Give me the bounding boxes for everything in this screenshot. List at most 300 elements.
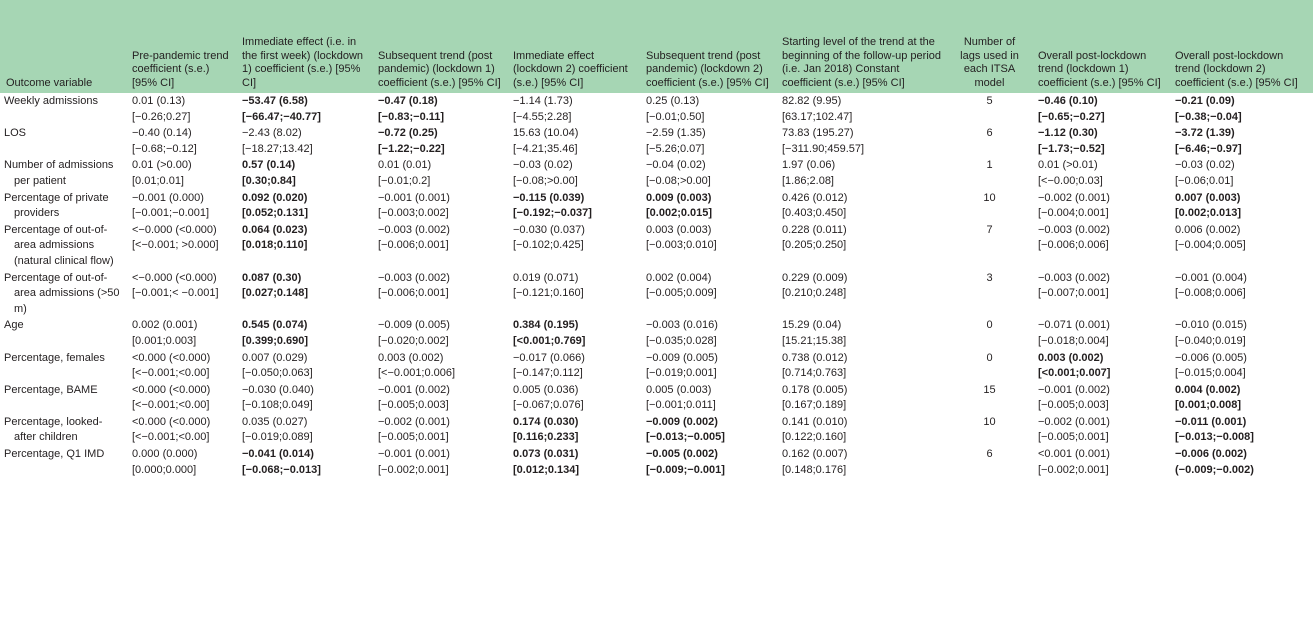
- coefficient-value: −3.72 (1.39): [1175, 127, 1235, 140]
- coefficient-value: 0.000 (0.000): [132, 448, 198, 461]
- value-cell: [776, 270, 947, 318]
- confidence-interval: [−66.47;−40.77]: [242, 110, 321, 123]
- confidence-interval: [−0.018;0.004]: [1038, 334, 1109, 347]
- value-cell: [236, 125, 372, 157]
- coefficient-value: 0.228 (0.011): [782, 223, 847, 236]
- coefficient-value: −0.009 (0.005): [378, 319, 450, 332]
- coefficient-value: −0.21 (0.09): [1175, 95, 1235, 107]
- value-cell: [640, 157, 776, 189]
- value-cell: [126, 382, 236, 414]
- confidence-interval: [−4.55;2.28]: [513, 110, 572, 123]
- confidence-interval: [−0.003;0.010]: [646, 239, 717, 252]
- confidence-interval: [−0.08;>0.00]: [646, 174, 711, 187]
- coefficient-value: 15.29 (0.04): [782, 319, 842, 332]
- lags-cell: 7: [986, 223, 993, 236]
- value-cell: [507, 125, 640, 157]
- outcome-cell: Weekly admissions: [4, 95, 98, 107]
- confidence-interval: [−0.019;0.001]: [646, 367, 717, 380]
- value-cell: [236, 157, 372, 189]
- coefficient-value: −0.071 (0.001): [1038, 319, 1110, 332]
- coefficient-value: 0.57 (0.14): [242, 159, 296, 172]
- value-cell: [126, 270, 236, 318]
- coefficient-value: 0.01 (0.01): [378, 159, 432, 172]
- confidence-interval: [−0.009;−0.001]: [646, 463, 725, 476]
- value-cell: [372, 350, 507, 382]
- value-cell: [236, 350, 372, 382]
- table-row: [0, 382, 1313, 414]
- table-row: [0, 157, 1313, 189]
- coefficient-value: −0.72 (0.25): [378, 127, 438, 140]
- value-cell: [640, 350, 776, 382]
- confidence-interval: [0.167;0.189]: [782, 399, 847, 412]
- coefficient-value: −0.04 (0.02): [646, 159, 706, 172]
- confidence-interval: [<−0.001;0.006]: [378, 367, 456, 380]
- confidence-interval: [−6.46;−0.97]: [1175, 142, 1242, 155]
- confidence-interval: [−0.005;0.003]: [1038, 399, 1109, 412]
- coefficient-value: <0.001 (0.001): [1038, 448, 1110, 461]
- coefficient-value: −0.009 (0.002): [646, 415, 718, 428]
- confidence-interval: [−0.006;0.006]: [1038, 239, 1109, 252]
- col-header-lags: Number of lags used in each ITSA model: [960, 36, 1019, 89]
- value-cell: [236, 270, 372, 318]
- coefficient-value: 0.738 (0.012): [782, 351, 848, 364]
- value-cell: [126, 414, 236, 446]
- confidence-interval: [0.403;0.450]: [782, 207, 847, 220]
- value-cell: [640, 414, 776, 446]
- outcome-cell: Percentage, looked-after children: [4, 415, 103, 444]
- value-cell: [126, 190, 236, 222]
- value-cell: [507, 414, 640, 446]
- coefficient-value: 0.141 (0.010): [782, 415, 848, 428]
- coefficient-value: −0.006 (0.005): [1175, 351, 1247, 364]
- outcome-cell: Percentage, females: [4, 351, 105, 364]
- post-trend-cell: [1032, 222, 1169, 270]
- coefficient-value: −0.030 (0.037): [513, 223, 585, 236]
- table-row: [0, 350, 1313, 382]
- confidence-interval: [−0.001;−0.001]: [132, 207, 210, 220]
- confidence-interval: [−0.005;0.001]: [1038, 431, 1109, 444]
- confidence-interval: [−0.68;−0.12]: [132, 142, 197, 155]
- value-cell: [372, 93, 507, 125]
- coefficient-value: −0.017 (0.066): [513, 351, 585, 364]
- confidence-interval: [0.148;0.176]: [782, 463, 847, 476]
- coefficient-value: −1.12 (0.30): [1038, 127, 1098, 140]
- value-cell: [776, 350, 947, 382]
- confidence-interval: [−0.015;0.004]: [1175, 367, 1246, 380]
- value-cell: [640, 93, 776, 125]
- coefficient-value: 0.007 (0.029): [242, 351, 308, 364]
- coefficient-value: −0.003 (0.016): [646, 319, 718, 332]
- confidence-interval: [−0.108;0.049]: [242, 399, 313, 412]
- confidence-interval: [63.17;102.47]: [782, 110, 853, 123]
- coefficient-value: 0.005 (0.003): [646, 383, 712, 396]
- value-cell: [236, 222, 372, 270]
- post-trend-cell: [1032, 125, 1169, 157]
- coefficient-value: 0.003 (0.002): [1038, 351, 1104, 364]
- coefficient-value: 0.178 (0.005): [782, 383, 848, 396]
- col-header-starting-level: Starting level of the trend at the beginning of the follow-up period (i.e. Jan 2018) Constant coefficient (s.e.) [95% CI]: [782, 36, 942, 89]
- col-header-pre-pandemic: Pre-pandemic trend coefficient (s.e.) [95% CI]: [132, 49, 229, 89]
- confidence-interval: [−0.005;0.001]: [378, 431, 449, 444]
- coefficient-value: −0.47 (0.18): [378, 95, 438, 107]
- confidence-interval: [−18.27;13.42]: [242, 142, 313, 155]
- value-cell: [776, 382, 947, 414]
- confidence-interval: [−0.006;0.001]: [378, 239, 449, 252]
- coefficient-value: <0.000 (<0.000): [132, 351, 211, 364]
- col-header-immediate-l1: Immediate effect (i.e. in the first week) (lockdown 1) coefficient (s.e.) [95% CI]: [242, 36, 364, 89]
- value-cell: [507, 317, 640, 349]
- value-cell: [126, 222, 236, 270]
- coefficient-value: −0.40 (0.14): [132, 127, 192, 140]
- post-trend-cell: [1032, 157, 1169, 189]
- value-cell: [372, 190, 507, 222]
- value-cell: [640, 190, 776, 222]
- confidence-interval: [−0.008;0.006]: [1175, 287, 1246, 300]
- confidence-interval: [−0.050;0.063]: [242, 367, 313, 380]
- coefficient-value: 0.01 (>0.00): [132, 159, 192, 172]
- coefficient-value: −0.001 (0.001): [378, 191, 450, 204]
- table-row: [0, 270, 1313, 318]
- col-header-subsequent-l2: Subsequent trend (post pandemic) (lockdown 2) coefficient (s.e.) [95% CI]: [646, 49, 769, 89]
- lags-cell: 0: [986, 319, 993, 332]
- confidence-interval: [<−0.001;<0.00]: [132, 431, 210, 444]
- confidence-interval: [−1.73;−0.52]: [1038, 142, 1105, 155]
- table-row: [0, 125, 1313, 157]
- value-cell: [776, 414, 947, 446]
- coefficient-value: <0.000 (<0.000): [132, 383, 211, 396]
- confidence-interval: [−0.26;0.27]: [132, 110, 191, 123]
- post-trend-cell: [1169, 382, 1313, 414]
- value-cell: [372, 270, 507, 318]
- value-cell: [507, 222, 640, 270]
- confidence-interval: [−0.040;0.019]: [1175, 334, 1246, 347]
- value-cell: [126, 317, 236, 349]
- confidence-interval: [0.210;0.248]: [782, 287, 847, 300]
- value-cell: [126, 125, 236, 157]
- coefficient-value: 82.82 (9.95): [782, 95, 842, 107]
- value-cell: [126, 157, 236, 189]
- coefficient-value: 0.229 (0.009): [782, 271, 848, 284]
- confidence-interval: [<−0.001;<0.00]: [132, 367, 210, 380]
- coefficient-value: −0.011 (0.001): [1175, 415, 1247, 428]
- outcome-cell: Age: [4, 319, 24, 332]
- lags-cell: 6: [986, 127, 993, 140]
- value-cell: [372, 382, 507, 414]
- post-trend-cell: [1032, 317, 1169, 349]
- col-header-subsequent-l1: Subsequent trend (post pandemic) (lockdown 1) coefficient (s.e.) [95% CI]: [378, 49, 501, 89]
- coefficient-value: −0.003 (0.002): [1038, 271, 1110, 284]
- post-trend-cell: [1169, 270, 1313, 318]
- coefficient-value: 0.007 (0.003): [1175, 191, 1241, 204]
- confidence-interval: [−0.38;−0.04]: [1175, 110, 1242, 123]
- header-row: [0, 0, 1313, 93]
- coefficient-value: −0.001 (0.001): [378, 448, 450, 461]
- coefficient-value: −2.59 (1.35): [646, 127, 706, 140]
- post-trend-cell: [1032, 190, 1169, 222]
- coefficient-value: 73.83 (195.27): [782, 127, 854, 140]
- confidence-interval: [−0.121;0.160]: [513, 287, 584, 300]
- value-cell: [640, 125, 776, 157]
- coefficient-value: 0.545 (0.074): [242, 319, 308, 332]
- confidence-interval: [−0.067;0.076]: [513, 399, 584, 412]
- outcome-cell: LOS: [4, 127, 27, 140]
- lags-cell: 10: [983, 415, 996, 428]
- value-cell: [372, 157, 507, 189]
- confidence-interval: [<0.001;0.007]: [1038, 367, 1111, 380]
- value-cell: [507, 446, 640, 478]
- value-cell: [126, 350, 236, 382]
- col-header-immediate-l2: Immediate effect (lockdown 2) coefficient (s.e.) [95% CI]: [513, 49, 628, 89]
- confidence-interval: [−311.90;459.57]: [782, 142, 865, 155]
- post-trend-cell: [1169, 446, 1313, 478]
- post-trend-cell: [1032, 446, 1169, 478]
- value-cell: [507, 93, 640, 125]
- post-trend-cell: [1032, 93, 1169, 125]
- lags-cell: 0: [986, 351, 993, 364]
- confidence-interval: [0.001;0.003]: [132, 334, 197, 347]
- lags-cell: 3: [986, 271, 993, 284]
- coefficient-value: 15.63 (10.04): [513, 127, 579, 140]
- confidence-interval: [−0.035;0.028]: [646, 334, 717, 347]
- value-cell: [236, 382, 372, 414]
- col-header-overall-l1: Overall post-lockdown trend (lockdown 1) coefficient (s.e.) [95% CI]: [1038, 49, 1161, 89]
- coefficient-value: −0.001 (0.002): [378, 383, 450, 396]
- confidence-interval: [0.001;0.008]: [1175, 399, 1242, 412]
- post-trend-cell: [1169, 317, 1313, 349]
- value-cell: [776, 446, 947, 478]
- confidence-interval: [−4.21;35.46]: [513, 142, 578, 155]
- coefficient-value: 0.073 (0.031): [513, 448, 579, 461]
- table-row: [0, 414, 1313, 446]
- table-header: [0, 0, 1313, 93]
- coefficient-value: −0.002 (0.001): [1038, 415, 1110, 428]
- value-cell: [126, 446, 236, 478]
- coefficient-value: −0.005 (0.002): [646, 448, 718, 461]
- coefficient-value: −0.003 (0.002): [378, 223, 450, 236]
- lags-cell: 1: [986, 159, 993, 172]
- confidence-interval: [−0.068;−0.013]: [242, 463, 321, 476]
- coefficient-value: −53.47 (6.58): [242, 95, 308, 107]
- value-cell: [776, 190, 947, 222]
- value-cell: [236, 93, 372, 125]
- outcome-cell: Number of admissions per patient: [4, 159, 114, 187]
- confidence-interval: [0.000;0.000]: [132, 463, 197, 476]
- coefficient-value: 0.002 (0.001): [132, 319, 198, 332]
- confidence-interval: [0.052;0.131]: [242, 207, 309, 220]
- table-row: [0, 317, 1313, 349]
- confidence-interval: [−0.002;0.001]: [378, 463, 449, 476]
- lags-cell: 10: [983, 191, 996, 204]
- coefficient-value: −0.001 (0.004): [1175, 271, 1247, 284]
- confidence-interval: [0.027;0.148]: [242, 287, 309, 300]
- confidence-interval: [0.018;0.110]: [242, 239, 308, 252]
- table-body: [0, 93, 1313, 478]
- confidence-interval: [1.86;2.08]: [782, 174, 834, 187]
- value-cell: [372, 446, 507, 478]
- confidence-interval: [−5.26;0.07]: [646, 142, 705, 155]
- post-trend-cell: [1169, 350, 1313, 382]
- coefficient-value: 0.162 (0.007): [782, 448, 848, 461]
- confidence-interval: [0.122;0.160]: [782, 431, 847, 444]
- value-cell: [126, 93, 236, 125]
- confidence-interval: [0.01;0.01]: [132, 174, 184, 187]
- coefficient-value: 0.064 (0.023): [242, 223, 308, 236]
- coefficient-value: 0.426 (0.012): [782, 191, 848, 204]
- coefficient-value: −0.001 (0.000): [132, 191, 204, 204]
- col-header-outcome: Outcome variable: [6, 76, 93, 89]
- table-row: [0, 93, 1313, 125]
- confidence-interval: [−0.06;0.01]: [1175, 174, 1234, 187]
- coefficient-value: 0.019 (0.071): [513, 271, 579, 284]
- post-trend-cell: [1169, 125, 1313, 157]
- confidence-interval: [−0.001;0.011]: [646, 399, 716, 412]
- confidence-interval: [−0.002;0.001]: [1038, 463, 1109, 476]
- confidence-interval: [−0.08;>0.00]: [513, 174, 578, 187]
- confidence-interval: [−1.22;−0.22]: [378, 142, 445, 155]
- outcome-cell: Percentage, BAME: [4, 383, 98, 396]
- coefficient-value: −0.041 (0.014): [242, 448, 314, 461]
- value-cell: [507, 157, 640, 189]
- coefficient-value: −0.030 (0.040): [242, 383, 314, 396]
- coefficient-value: 0.009 (0.003): [646, 191, 712, 204]
- coefficient-value: −0.009 (0.005): [646, 351, 718, 364]
- value-cell: [236, 414, 372, 446]
- confidence-interval: [−0.007;0.001]: [1038, 287, 1109, 300]
- coefficient-value: 0.174 (0.030): [513, 415, 579, 428]
- value-cell: [236, 317, 372, 349]
- coefficient-value: 0.01 (0.13): [132, 95, 186, 107]
- confidence-interval: [<−0.00;0.03]: [1038, 174, 1103, 187]
- table-row: [0, 446, 1313, 478]
- outcome-cell: Percentage of out-of-area admissions (natural clinical flow): [4, 223, 114, 267]
- confidence-interval: [<−0.001; >0.000]: [132, 239, 219, 252]
- value-cell: [372, 125, 507, 157]
- confidence-interval: [<−0.001;<0.00]: [132, 399, 210, 412]
- coefficient-value: −0.46 (0.10): [1038, 95, 1098, 107]
- outcome-cell: Percentage, Q1 IMD: [4, 448, 105, 461]
- coefficient-value: 0.01 (>0.01): [1038, 159, 1098, 172]
- confidence-interval: [−0.019;0.089]: [242, 431, 313, 444]
- post-trend-cell: [1032, 270, 1169, 318]
- lags-cell: 5: [986, 95, 993, 107]
- coefficient-value: −0.002 (0.001): [1038, 191, 1110, 204]
- value-cell: [236, 446, 372, 478]
- confidence-interval: [15.21;15.38]: [782, 334, 847, 347]
- coefficient-value: 0.006 (0.002): [1175, 223, 1241, 236]
- post-trend-cell: [1169, 93, 1313, 125]
- confidence-interval: [0.116;0.233]: [513, 431, 579, 444]
- confidence-interval: [−0.005;0.009]: [646, 287, 717, 300]
- confidence-interval: [0.714;0.763]: [782, 367, 847, 380]
- coefficient-value: −0.002 (0.001): [378, 415, 450, 428]
- value-cell: [776, 317, 947, 349]
- confidence-interval: [0.002;0.013]: [1175, 207, 1242, 220]
- post-trend-cell: [1032, 350, 1169, 382]
- value-cell: [507, 190, 640, 222]
- confidence-interval: [<0.001;0.769]: [513, 334, 586, 347]
- value-cell: [776, 125, 947, 157]
- coefficient-value: 1.97 (0.06): [782, 159, 836, 172]
- confidence-interval: [−0.006;0.001]: [378, 287, 449, 300]
- confidence-interval: [−0.005;0.003]: [378, 399, 449, 412]
- confidence-interval: [−0.004;0.001]: [1038, 207, 1109, 220]
- coefficient-value: <−0.000 (<0.000): [132, 223, 217, 236]
- coefficient-value: 0.092 (0.020): [242, 191, 308, 204]
- confidence-interval: [−0.020;0.002]: [378, 334, 449, 347]
- value-cell: [776, 222, 947, 270]
- value-cell: [507, 270, 640, 318]
- confidence-interval: [−0.013;−0.005]: [646, 431, 725, 444]
- value-cell: [776, 93, 947, 125]
- post-trend-cell: [1169, 222, 1313, 270]
- coefficient-value: −1.14 (1.73): [513, 95, 573, 107]
- confidence-interval: [−0.003;0.002]: [378, 207, 449, 220]
- coefficient-value: −0.03 (0.02): [1175, 159, 1235, 172]
- confidence-interval: [−0.004;0.005]: [1175, 239, 1246, 252]
- table-row: [0, 190, 1313, 222]
- value-cell: [776, 157, 947, 189]
- coefficient-value: 0.25 (0.13): [646, 95, 700, 107]
- value-cell: [507, 350, 640, 382]
- coefficient-value: <−0.000 (<0.000): [132, 271, 217, 284]
- value-cell: [640, 222, 776, 270]
- confidence-interval: [−0.001;< −0.001]: [132, 287, 219, 300]
- table-row: [0, 222, 1313, 270]
- coefficient-value: 0.004 (0.002): [1175, 383, 1241, 396]
- coefficient-value: <0.000 (<0.000): [132, 415, 211, 428]
- lags-cell: 6: [986, 448, 993, 461]
- coefficient-value: 0.005 (0.036): [513, 383, 579, 396]
- coefficient-value: −0.010 (0.015): [1175, 319, 1247, 332]
- confidence-interval: [−0.65;−0.27]: [1038, 110, 1105, 123]
- value-cell: [640, 382, 776, 414]
- coefficient-value: −0.003 (0.002): [1038, 223, 1110, 236]
- value-cell: [640, 317, 776, 349]
- coefficient-value: 0.003 (0.003): [646, 223, 712, 236]
- outcome-cell: Percentage of private providers: [4, 191, 109, 220]
- confidence-interval: [−0.192;−0.037]: [513, 207, 592, 220]
- confidence-interval: [−0.147;0.112]: [513, 367, 583, 380]
- confidence-interval: (−0.009;−0.002): [1175, 463, 1254, 476]
- coefficient-value: 0.384 (0.195): [513, 319, 579, 332]
- value-cell: [372, 222, 507, 270]
- confidence-interval: [−0.013;−0.008]: [1175, 431, 1254, 444]
- value-cell: [372, 317, 507, 349]
- value-cell: [372, 414, 507, 446]
- coefficient-value: −2.43 (8.02): [242, 127, 302, 140]
- confidence-interval: [−0.01;0.50]: [646, 110, 705, 123]
- post-trend-cell: [1032, 414, 1169, 446]
- post-trend-cell: [1169, 190, 1313, 222]
- confidence-interval: [0.012;0.134]: [513, 463, 580, 476]
- confidence-interval: [0.002;0.015]: [646, 207, 713, 220]
- outcome-cell: Percentage of out-of-area admissions (>50 m): [4, 271, 120, 315]
- confidence-interval: [0.399;0.690]: [242, 334, 309, 347]
- coefficient-value: 0.002 (0.004): [646, 271, 712, 284]
- value-cell: [236, 190, 372, 222]
- value-cell: [507, 382, 640, 414]
- coefficient-value: −0.006 (0.002): [1175, 448, 1247, 461]
- confidence-interval: [0.30;0.84]: [242, 174, 296, 187]
- coefficient-value: 0.003 (0.002): [378, 351, 444, 364]
- lags-cell: 15: [983, 383, 996, 396]
- post-trend-cell: [1032, 382, 1169, 414]
- post-trend-cell: [1169, 157, 1313, 189]
- coefficient-value: −0.115 (0.039): [513, 191, 585, 204]
- value-cell: [640, 270, 776, 318]
- value-cell: [640, 446, 776, 478]
- confidence-interval: [−0.102;0.425]: [513, 239, 584, 252]
